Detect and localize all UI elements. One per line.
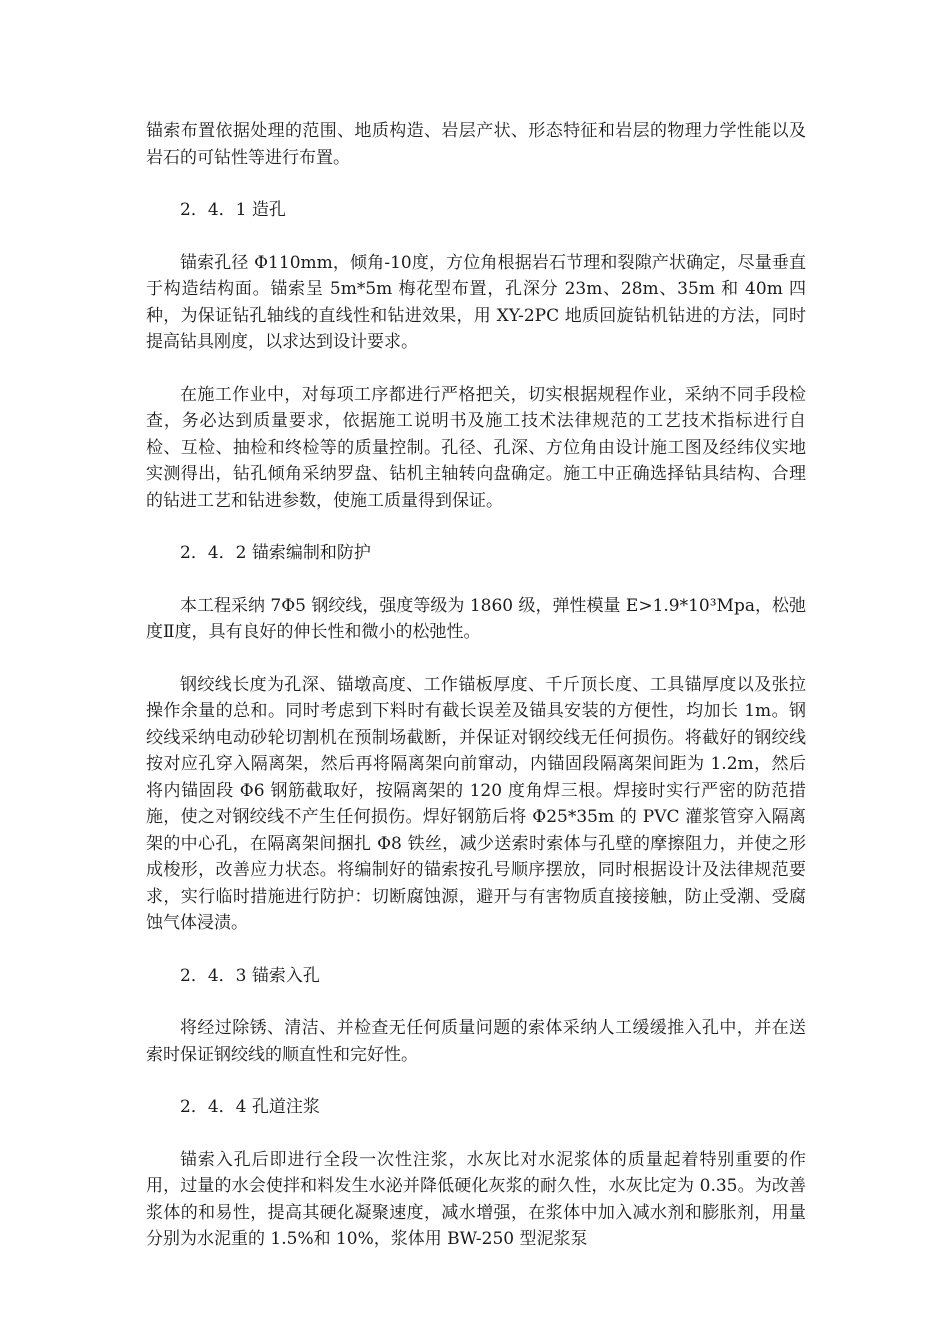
paragraph-strand-fabrication: 钢绞线长度为孔深、锚墩高度、工作锚板厚度、千斤顶长度、工具锚厚度以及张拉操作余量的总和。同时考虑到下料时有截长误差及锚具安装的方便性，均加长 1m。钢绞线采纳电动砂轮切割机在预制场截断，并保证对钢绞线无任何损伤。将截好的钢绞线按对应孔穿入隔离架，然后再将隔离架向前窜动，内锚固段隔离架间距为 1.2m，然后将内锚固段 Φ6 钢筋截取好，按隔离架的 120 度角焊三根。焊接时实行严密的防范措施，使之对钢绞线不产生任何损伤。焊好钢筋后将 Φ25*35m 的 PVC 灌浆管穿入隔离架的中心孔，在隔离架间捆扎 Φ8 铁丝，减少送索时索体与孔壁的摩擦阻力，并使之形成梭形，改善应力状态。将编制好的锚索按孔号顺序摆放，同时根据设计及法律规范要求，实行临时措施进行防护：切断腐蚀源，避开与有害物质直接接触，防止受潮、受腐蚀气体浸渍。 [146, 674, 806, 933]
paragraph-quality-control: 在施工作业中，对每项工序都进行严格把关，切实根据规程作业，采纳不同手段检查，务必达到质量要求，依据施工说明书及施工技术法律规范的工艺技术指标进行自检、互检、抽检和终检等的质量控制。孔径、孔深、方位角由设计施工图及经纬仪实地实测得出，钻孔倾角采纳罗盘、钻机主轴转向盘确定。施工中正确选择钻具结构、合理的钻进工艺和钻进参数，使施工质量得到保证。 [146, 384, 806, 511]
paragraph-anchor-layout: 锚索布置依据处理的范围、地质构造、岩层产状、形态特征和岩层的物理力学性能以及岩石的可钻性等进行布置。 [146, 121, 806, 168]
paragraph-grouting: 锚索入孔后即进行全段一次性注浆，水灰比对水泥浆体的质量起着特别重要的作用，过量的水会使拌和料发生水泌并降低硬化灰浆的耐久性，水灰比定为 0.35。为改善浆体的和易性，提高其硬化凝聚速度，减水增强，在浆体中加入减水剂和膨胀剂，用量分别为水泥重的 1.5%和 10%，浆体用 BW-250 型泥浆泵 [146, 1149, 806, 1249]
paragraph-strand-spec: 本工程采纳 7Φ5 钢绞线，强度等级为 1860 级，弹性模量 E>1.9*10³Mpa，松弛度Ⅱ度，具有良好的伸长性和微小的松弛性。 [146, 595, 806, 642]
paragraph-drilling-spec: 锚索孔径 Φ110mm，倾角-10度，方位角根据岩石节理和裂隙产状确定，尽量垂直于构造结构面。锚索呈 5m*5m 梅花型布置，孔深分 23m、28m、35m 和 40m 四种，为保证钻孔轴线的直线性和钻进效果，用 XY-2PC 地质回旋钻机钻进的方法，同时提高钻具刚度，以求达到设计要求。 [146, 252, 806, 352]
section-heading-2-4-2: 2．4．2 锚索编制和防护 [180, 543, 371, 563]
paragraph-anchor-insertion: 将经过除锈、清洁、并检查无任何质量问题的索体采纳人工缓缓推入孔中，并在送索时保证钢绞线的顺直性和完好性。 [146, 1018, 806, 1065]
section-heading-2-4-4: 2．4．4 孔道注浆 [180, 1097, 320, 1117]
document-body [146, 118, 806, 1279]
section-heading-2-4-3: 2．4．3 锚索入孔 [180, 965, 320, 986]
section-heading-2-4-1: 2．4．1 造孔 [180, 200, 286, 220]
